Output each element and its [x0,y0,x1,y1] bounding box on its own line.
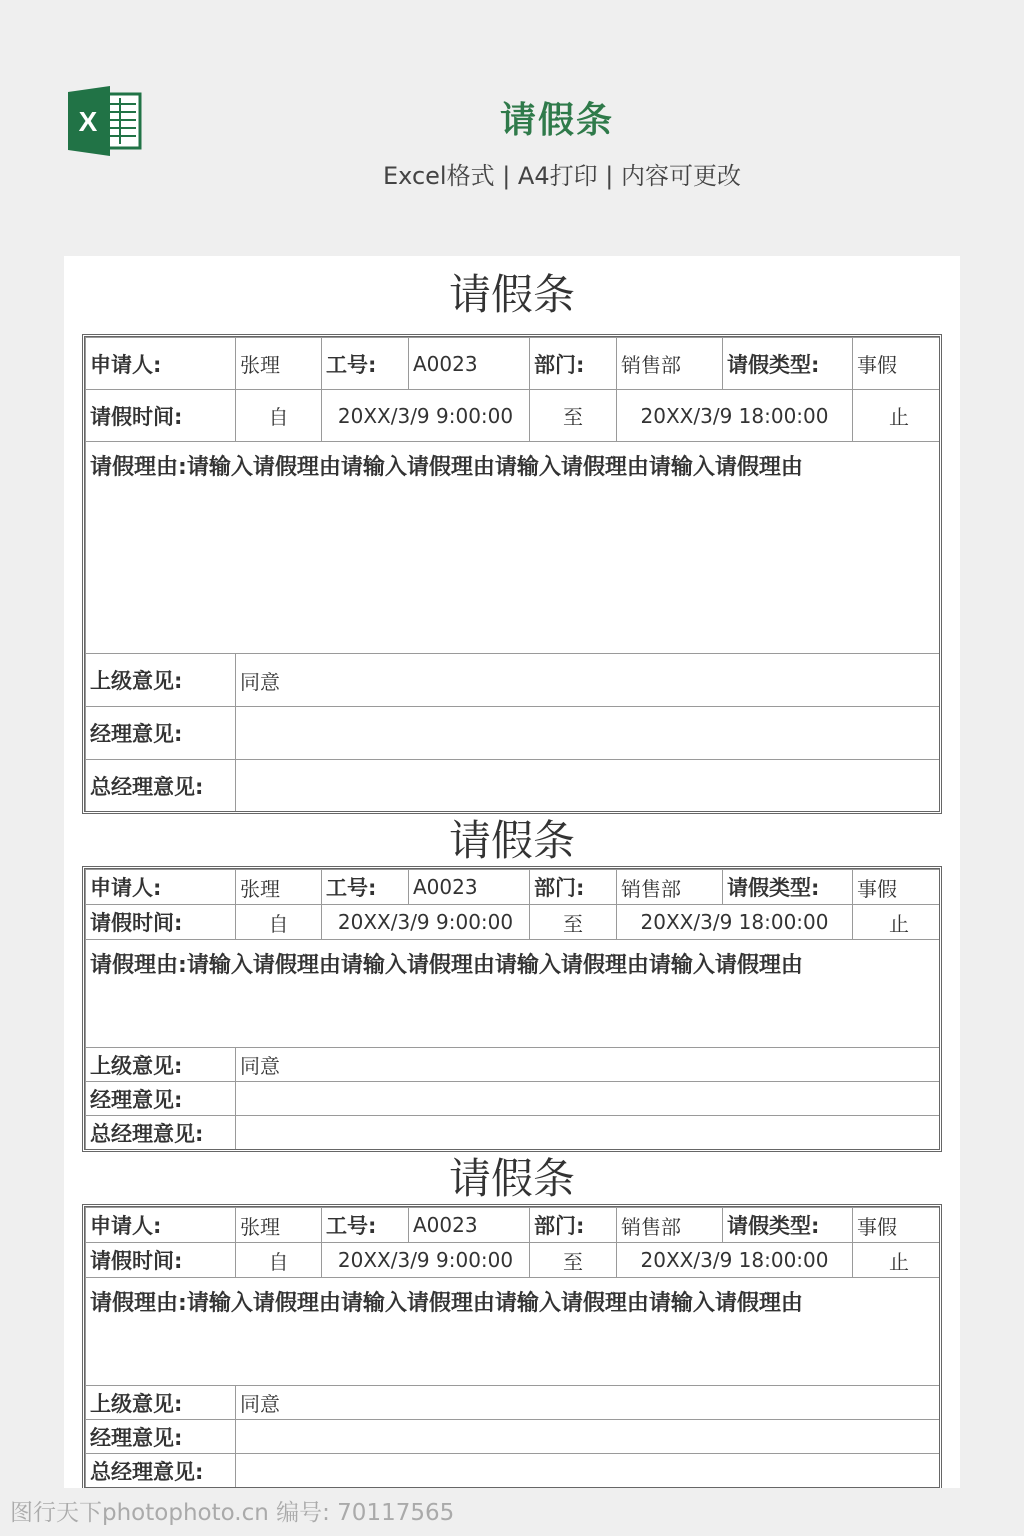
supervisor-value[interactable]: 同意 [236,1048,943,1082]
form-title: 请假条 [448,1154,575,1203]
id-label: 工号: [322,338,409,390]
gm-label: 总经理意见: [86,1116,236,1150]
end-time[interactable]: 20XX/3/9 18:00:00 [617,905,853,940]
reason-label: 请假理由: [90,953,187,978]
applicant-label: 申请人: [86,338,236,390]
start-time[interactable]: 20XX/3/9 9:00:00 [322,905,530,940]
to-label: 至 [530,1243,617,1278]
time-label: 请假时间: [86,390,236,442]
gm-value[interactable] [236,1116,943,1150]
supervisor-label: 上级意见: [86,1048,236,1082]
reason-cell[interactable] [86,940,943,1048]
form-title: 请假条 [448,816,575,865]
manager-value[interactable] [236,1082,943,1116]
id-value[interactable]: A0023 [409,338,530,390]
supervisor-value[interactable]: 同意 [236,1386,943,1420]
reason-label: 请假理由: [90,1291,187,1316]
type-label: 请假类型: [723,870,853,905]
manager-value[interactable] [236,1420,943,1454]
manager-label: 经理意见: [86,1082,236,1116]
page-title: 请假条 [499,100,614,141]
end-label: 止 [853,1243,943,1278]
type-label: 请假类型: [723,338,853,390]
manager-label: 经理意见: [86,707,236,760]
form-title: 请假条 [448,270,575,319]
start-time[interactable]: 20XX/3/9 9:00:00 [322,1243,530,1278]
reason-label: 请假理由: [90,455,187,480]
type-value[interactable]: 事假 [853,338,943,390]
from-label: 自 [236,1243,322,1278]
dept-label: 部门: [530,870,617,905]
gm-value[interactable] [236,760,943,812]
from-label: 自 [236,905,322,940]
end-time[interactable]: 20XX/3/9 18:00:00 [617,390,853,442]
gm-value[interactable] [236,1454,943,1488]
reason-cell[interactable] [86,442,943,654]
manager-label: 经理意见: [86,1420,236,1454]
dept-value[interactable]: 销售部 [617,870,723,905]
type-value[interactable]: 事假 [853,870,943,905]
from-label: 自 [236,390,322,442]
reason-text: 请输入请假理由请输入请假理由请输入请假理由请输入请假理由 [186,1291,803,1316]
applicant-value[interactable]: 张理 [236,870,322,905]
id-label: 工号: [322,1208,409,1243]
reason-text: 请输入请假理由请输入请假理由请输入请假理由请输入请假理由 [186,455,803,480]
page-subtitle: Excel格式 | A4打印 | 内容可更改 [383,162,741,190]
dept-label: 部门: [530,338,617,390]
dept-label: 部门: [530,1208,617,1243]
svg-text:X: X [78,106,98,137]
end-time[interactable]: 20XX/3/9 18:00:00 [617,1243,853,1278]
to-label: 至 [530,390,617,442]
id-label: 工号: [322,870,409,905]
dept-value[interactable]: 销售部 [617,1208,723,1243]
dept-value[interactable]: 销售部 [617,338,723,390]
type-label: 请假类型: [723,1208,853,1243]
supervisor-value[interactable]: 同意 [236,654,943,707]
applicant-label: 申请人: [86,870,236,905]
supervisor-label: 上级意见: [86,1386,236,1420]
id-value[interactable]: A0023 [409,1208,530,1243]
end-label: 止 [853,390,943,442]
id-value[interactable]: A0023 [409,870,530,905]
gm-label: 总经理意见: [86,1454,236,1488]
gm-label: 总经理意见: [86,760,236,812]
watermark-text: 图行天下photophoto.cn 编号: 70117565 [10,1500,455,1526]
reason-cell[interactable] [86,1278,943,1386]
end-label: 止 [853,905,943,940]
type-value[interactable]: 事假 [853,1208,943,1243]
applicant-value[interactable]: 张理 [236,1208,322,1243]
manager-value[interactable] [236,707,943,760]
applicant-value[interactable]: 张理 [236,338,322,390]
time-label: 请假时间: [86,1243,236,1278]
spreadsheet-preview [64,256,960,1488]
reason-text: 请输入请假理由请输入请假理由请输入请假理由请输入请假理由 [186,953,803,978]
applicant-label: 申请人: [86,1208,236,1243]
supervisor-label: 上级意见: [86,654,236,707]
to-label: 至 [530,905,617,940]
start-time[interactable]: 20XX/3/9 9:00:00 [322,390,530,442]
time-label: 请假时间: [86,905,236,940]
